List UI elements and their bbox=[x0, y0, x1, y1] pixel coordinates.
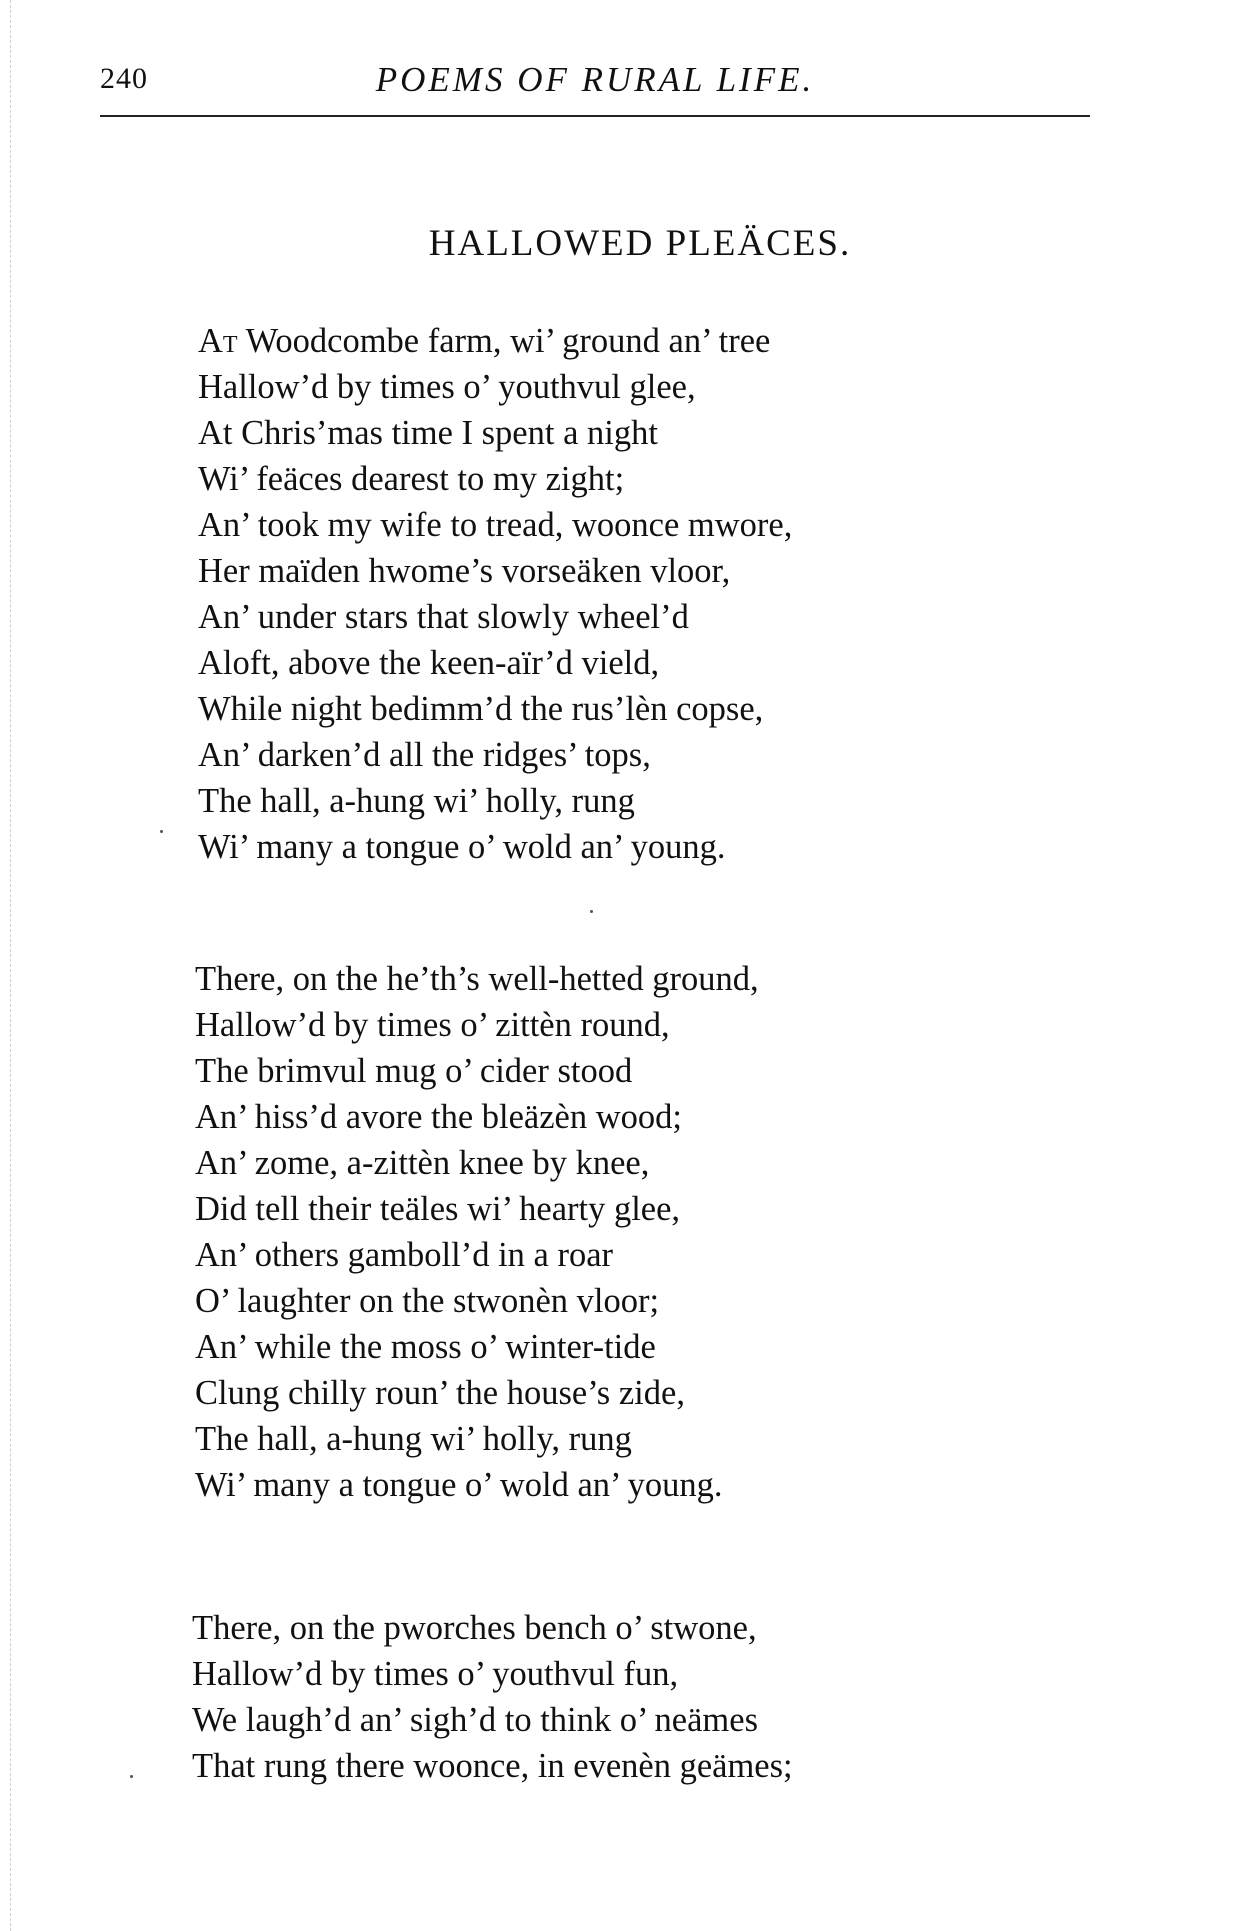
poem-line: Wi’ many a tongue o’ wold an’ young. bbox=[195, 1466, 723, 1504]
poem-line: We laugh’d an’ sigh’d to think o’ neämes bbox=[192, 1701, 758, 1739]
page-edge bbox=[10, 0, 12, 1931]
poem-line: At Chris’mas time I spent a night bbox=[198, 414, 658, 452]
stanza-2 bbox=[195, 956, 1095, 1508]
poem-line: The brimvul mug o’ cider stood bbox=[195, 1052, 633, 1090]
poem-line: There, on the he’th’s well-hetted ground, bbox=[195, 960, 759, 998]
poem-line: Hallow’d by times o’ youthvul fun, bbox=[192, 1655, 679, 1693]
poem-line: Her maïden hwome’s vorseäken vloor, bbox=[198, 552, 731, 590]
stanza-3 bbox=[192, 1605, 1092, 1789]
poem-title-text: HALLOWED PLEÄCES. bbox=[428, 223, 852, 264]
poem-line: An’ zome, a-zittèn knee by knee, bbox=[195, 1144, 650, 1182]
drop-word: At bbox=[198, 322, 238, 360]
poem-line: Wi’ many a tongue o’ wold an’ young. bbox=[198, 828, 726, 866]
poem-title bbox=[0, 222, 1250, 265]
poem-line: Hallow’d by times o’ youthvul glee, bbox=[198, 368, 696, 406]
poem-line: An’ while the moss o’ winter-tide bbox=[195, 1328, 656, 1366]
poem-line: The hall, a-hung wi’ holly, rung bbox=[198, 782, 635, 820]
poem-line: Did tell their teäles wi’ hearty glee, bbox=[195, 1190, 681, 1228]
line-text: Woodcombe farm, wi’ ground an’ tree bbox=[237, 322, 771, 360]
poem-line: Wi’ feäces dearest to my zight; bbox=[198, 460, 625, 498]
poem-line: There, on the pworches bench o’ stwone, bbox=[192, 1609, 757, 1647]
poem-line: An’ darken’d all the ridges’ tops, bbox=[198, 736, 651, 774]
running-head: POEMS OF RURAL LIFE. bbox=[375, 60, 815, 99]
poem-line: An’ under stars that slowly wheel’d bbox=[198, 598, 689, 636]
stanza-1 bbox=[198, 318, 1098, 870]
margin-speck bbox=[160, 830, 163, 833]
poem-line: An’ took my wife to tread, woonce mwore, bbox=[198, 506, 793, 544]
poem-line: Aloft, above the keen-aïr’d vield, bbox=[198, 644, 660, 682]
poem-line: Hallow’d by times o’ zittèn round, bbox=[195, 1006, 670, 1044]
poem-line: The hall, a-hung wi’ holly, rung bbox=[195, 1420, 632, 1458]
poem-line: Clung chilly roun’ the house’s zide, bbox=[195, 1374, 685, 1412]
poem-line: That rung there woonce, in evenèn geämes; bbox=[192, 1747, 793, 1785]
poem-line: O’ laughter on the stwonèn vloor; bbox=[195, 1282, 660, 1320]
poem-line: While night bedimm’d the rus’lèn copse, bbox=[198, 690, 764, 728]
margin-speck bbox=[590, 910, 593, 913]
poem-line: An’ hiss’d avore the bleäzèn wood; bbox=[195, 1098, 682, 1136]
poem-line: An’ others gamboll’d in a roar bbox=[195, 1236, 614, 1274]
page-number: 240 bbox=[100, 62, 148, 95]
poem-line bbox=[198, 318, 1098, 364]
page-header bbox=[100, 52, 1090, 112]
margin-speck bbox=[130, 1775, 133, 1778]
header-rule bbox=[100, 115, 1090, 117]
